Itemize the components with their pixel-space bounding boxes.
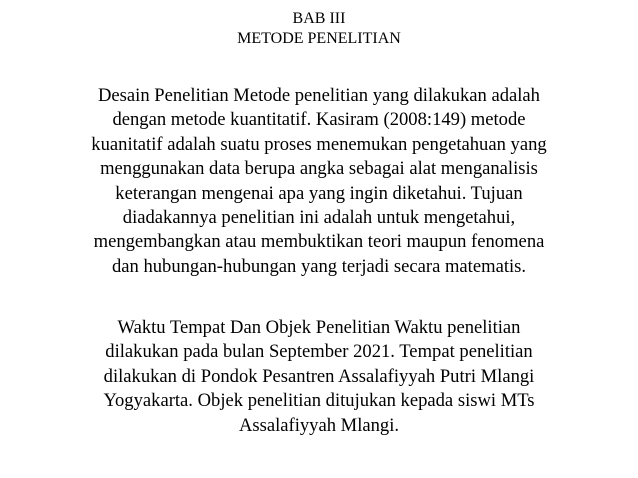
text-line: diadakannya penelitian ini adalah untuk mengetahui, — [122, 207, 516, 229]
text-line: dilakukan di Pondok Pesantren Assalafiyyah Putri Mlangi — [103, 365, 535, 387]
text-line: Desain Penelitian Metode penelitian yang dilakukan adalah — [98, 85, 540, 106]
text-line: dan hubungan-hubungan yang terjadi secara matematis. — [111, 255, 527, 277]
text-line: kuanitatif adalah suatu proses menemukan pengetahuan yang — [91, 133, 547, 155]
paragraph-research-design — [24, 84, 614, 279]
text-line: Yogyakarta. Objek penelitian ditujukan kepada siswi MTs — [103, 390, 535, 412]
paragraph-time-place-object — [24, 316, 614, 438]
text-line: Assalafiyyah Mlangi. — [238, 414, 400, 436]
chapter-number: BAB III — [292, 10, 346, 27]
text-line: keterangan mengenai apa yang ingin diketahui. Tujuan — [115, 182, 523, 204]
chapter-title: METODE PENELITIAN — [237, 30, 401, 47]
text-line: dengan metode kuantitatif. Kasiram (2008:149) metode — [112, 109, 526, 131]
chapter-heading — [0, 9, 638, 49]
text-line: dilakukan pada bulan September 2021. Tempat penelitian — [105, 341, 533, 363]
text-line: Waktu Tempat Dan Objek Penelitian Waktu penelitian — [117, 317, 521, 338]
text-line: menggunakan data berupa angka sebagai alat menganalisis — [100, 158, 538, 180]
text-line: mengembangkan atau membuktikan teori maupun fenomena — [93, 231, 545, 253]
